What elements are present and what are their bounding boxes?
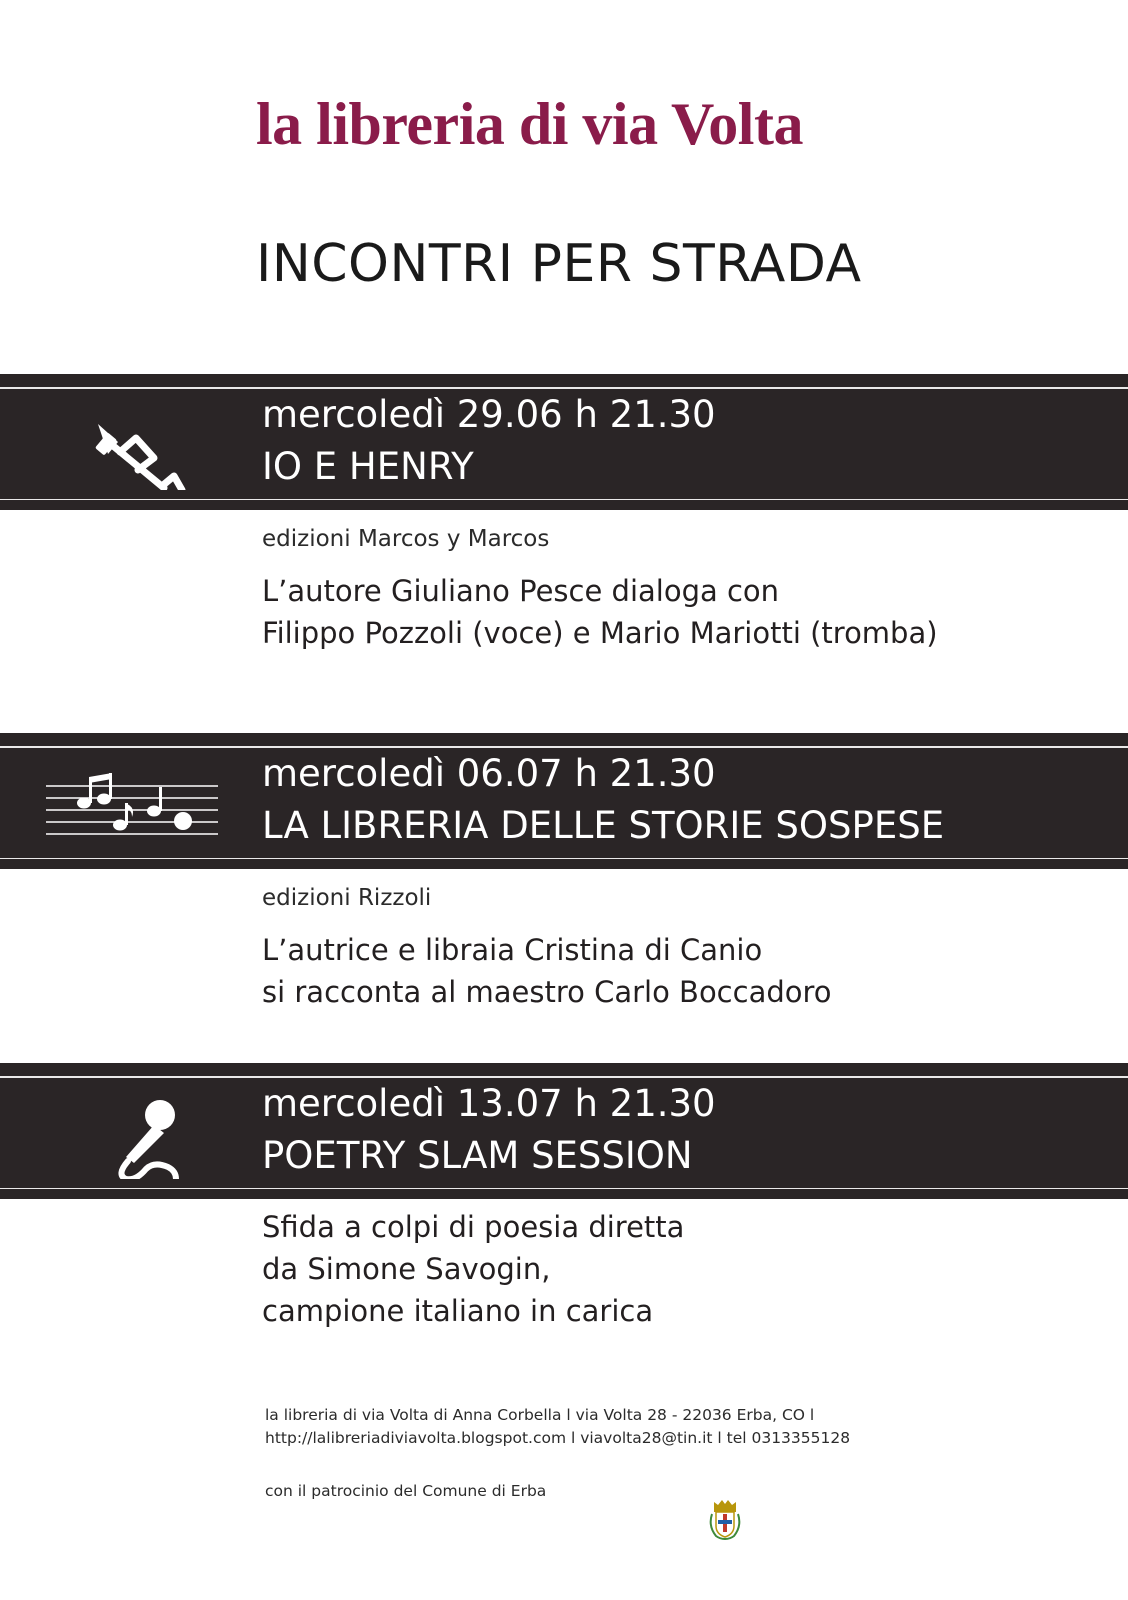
description-line: L’autrice e libraia Cristina di Canio	[262, 933, 763, 967]
event-date: mercoledì 29.06 h 21.30	[262, 393, 716, 436]
event-title: IO E HENRY	[262, 445, 474, 488]
event-series-title: INCONTRI PER STRADA	[256, 234, 862, 294]
event-description	[262, 570, 938, 654]
description-line: L’autore Giuliano Pesce dialoga con	[262, 574, 780, 608]
event-description	[262, 929, 832, 1013]
event-title: LA LIBRERIA DELLE STORIE SOSPESE	[262, 804, 945, 847]
event-band-2	[0, 733, 1128, 869]
event-date: mercoledì 13.07 h 21.30	[262, 1082, 716, 1125]
description-line: campione italiano in carica	[262, 1294, 654, 1328]
event-description	[262, 1206, 684, 1332]
event-band-3	[0, 1063, 1128, 1199]
description-line: da Simone Savogin,	[262, 1252, 551, 1286]
footer-address: la libreria di via Volta di Anna Corbella l via Volta 28 - 22036 Erba, CO l	[265, 1406, 815, 1424]
event-date: mercoledì 06.07 h 21.30	[262, 752, 716, 795]
description-line: si racconta al maestro Carlo Boccadoro	[262, 975, 832, 1009]
coat-of-arms-icon	[708, 1498, 742, 1540]
event-band-1	[0, 374, 1128, 510]
trumpet-icon	[36, 394, 226, 490]
event-publisher: edizioni Marcos y Marcos	[262, 526, 550, 552]
footer-contact: http://lalibreriadiviavolta.blogspot.com l viavolta28@tin.it l tel 0313355128	[265, 1429, 851, 1447]
event-publisher: edizioni Rizzoli	[262, 885, 432, 911]
music-notes-icon	[36, 753, 226, 849]
microphone-icon	[36, 1083, 226, 1179]
brand-title: la libreria di via Volta	[256, 91, 803, 157]
description-line: Sfida a colpi di poesia diretta	[262, 1210, 685, 1244]
description-line: Filippo Pozzoli (voce) e Mario Mariotti (tromba)	[262, 616, 938, 650]
event-title: POETRY SLAM SESSION	[262, 1134, 693, 1177]
patronage-note: con il patrocinio del Comune di Erba	[265, 1482, 547, 1500]
